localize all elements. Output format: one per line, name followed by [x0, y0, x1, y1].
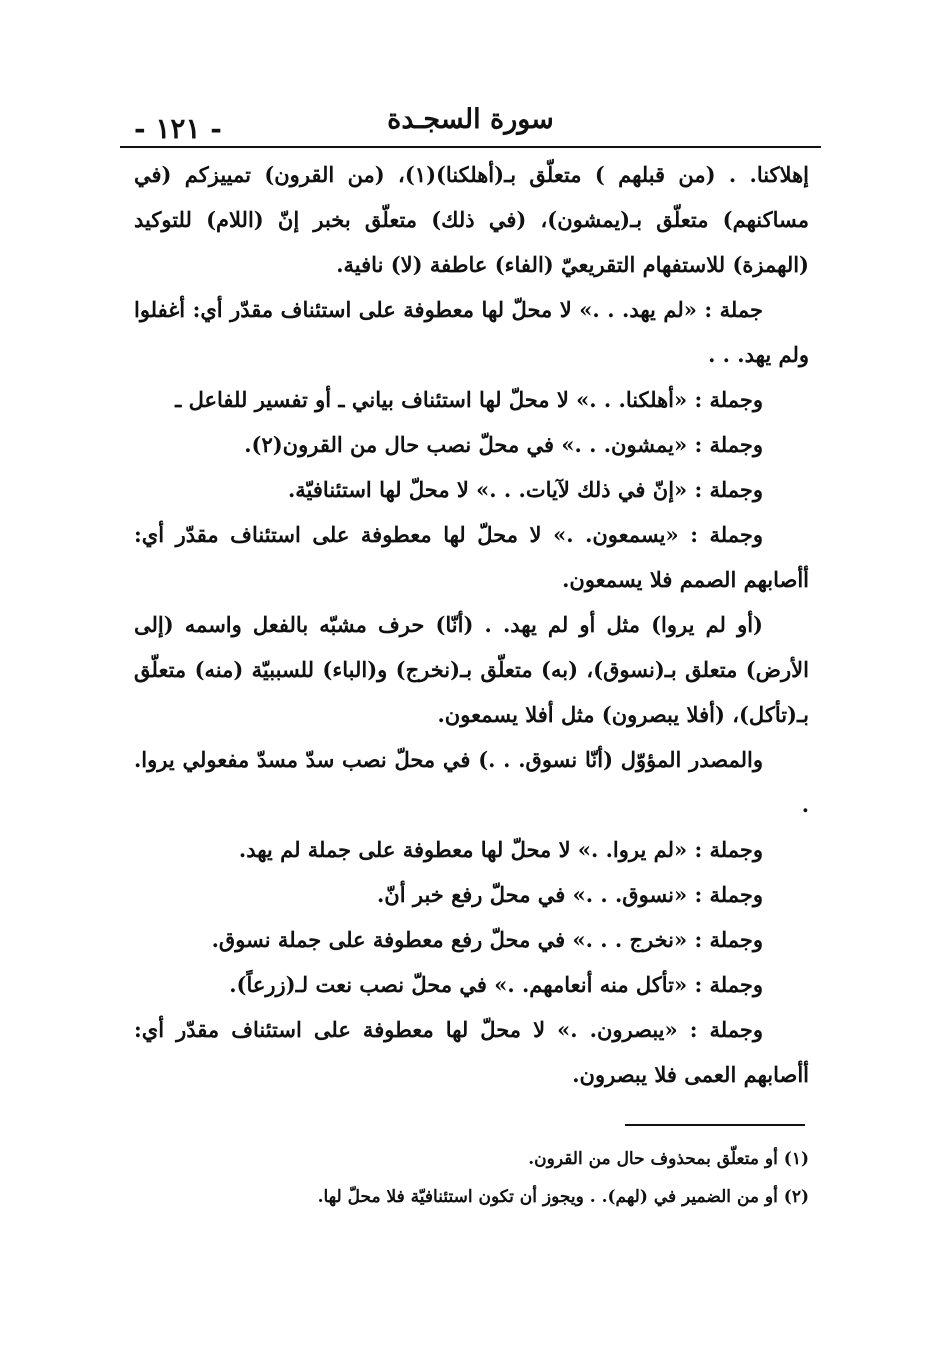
footnotes: [134, 1140, 809, 1216]
paragraph: وجملة : «يبصرون. .» لا محلّ لها معطوفة على استئناف مقدّر أي: أأصابهم العمى فلا يبصرون.: [134, 1017, 809, 1087]
paragraph: (أو لم يروا) مثل أو لم يهد. . (أنّا) حرف مشبّه بالفعل واسمه (إلى الأرض) متعلق بـ(نسوق)، (به) متعلّق بـ(نخرج) و(الباء) للسببيّة (منه) متعلّق بـ(تأكل)، (أفلا يبصرون) مثل أفلا يسمعون.: [134, 612, 809, 727]
header-rule: [120, 146, 821, 148]
paragraph: إهلاكنا. . (من قبلهم ) متعلّق بـ(أهلكنا)(١)، (من القرون) تمييزكم (في مساكنهم) متعلّق بـ(يمشون)، (في ذلك) متعلّق بخبر إنّ (اللام) للتوكيد (الهمزة) للاستفهام التقريعيّ (الفاء) عاطفة (لا) نافية.: [134, 162, 809, 277]
paragraph: وجملة : «إنّ في ذلك لآيات. . .» لا محلّ لها استئنافيّة.: [287, 477, 763, 502]
paragraph: وجملة : «لم يروا. .» لا محلّ لها معطوفة على جملة لم يهد.: [238, 837, 763, 862]
paragraph: وجملة : «نسوق. . .» في محلّ رفع خبر أنّ.: [376, 882, 763, 907]
paragraph: والمصدر المؤوّل (أنّا نسوق. . .) في محلّ نصب سدّ مسدّ مفعولي يروا. .: [134, 747, 809, 817]
page-number: - ١٢١ -: [134, 112, 222, 145]
body-text: [134, 152, 809, 1097]
paragraph: وجملة : «يمشون. . .» في محلّ نصب حال من القرون(٢).: [244, 432, 763, 457]
footnote-rule: [625, 1124, 805, 1126]
footnote: (١) أو متعلّق بمحذوف حال من القرون.: [528, 1149, 809, 1169]
running-title: سورة السجـدة: [387, 104, 554, 135]
paragraph: جملة : «لم يهد. . .» لا محلّ لها معطوفة على استئناف مقدّر أي: أغفلوا ولم يهد. . .: [134, 297, 809, 367]
footnote: (٢) أو من الضمير في (لهم). . ويجوز أن تكون استئنافيّة فلا محلّ لها.: [317, 1187, 809, 1207]
paragraph: وجملة : «نخرج . . .» في محلّ رفع معطوفة على جملة نسوق.: [211, 927, 763, 952]
page-header: [120, 100, 821, 144]
paragraph: وجملة : «أهلكنا. . .» لا محلّ لها استئناف بياني ـ أو تفسير للفاعل ـ: [175, 387, 763, 412]
paragraph: وجملة : «تأكل منه أنعامهم. .» في محلّ نصب نعت لـ(زرعاً).: [229, 972, 763, 997]
paragraph: وجملة : «يسمعون. .» لا محلّ لها معطوفة على استئناف مقدّر أي: أأصابهم الصمم فلا يسمعون.: [134, 522, 809, 592]
